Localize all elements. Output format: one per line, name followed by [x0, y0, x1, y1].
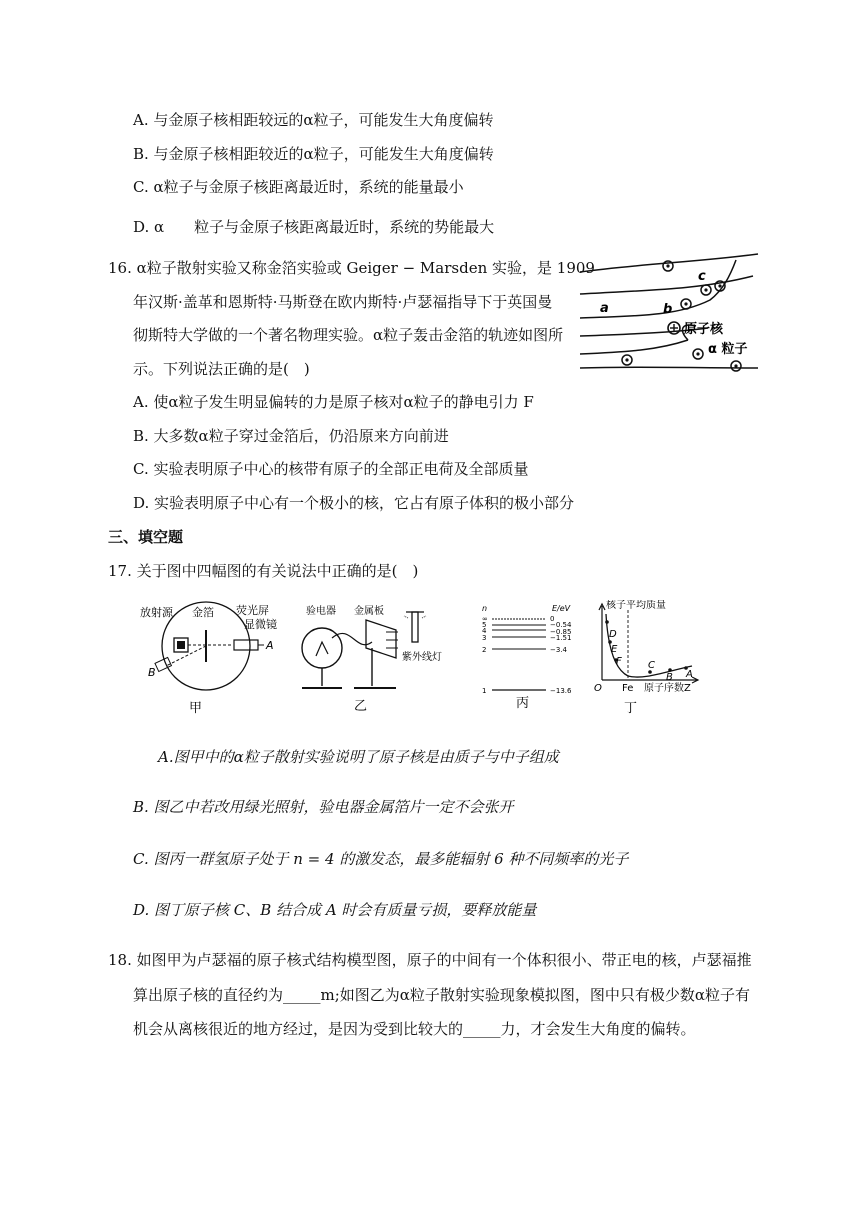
yi-plate-label: 金属板: [354, 606, 384, 617]
alpha-scattering-figure: [578, 250, 768, 385]
q16-option-a: A. 使α粒子发生明显偏转的力是原子核对α粒子的静电引力 F: [133, 393, 534, 411]
jia-point-a: A: [266, 639, 274, 652]
q16-stem-line-3: 彻斯特大学做的一个著名物理实验。α粒子轰击金箔的轨迹如图所: [133, 326, 564, 344]
bing-level-e: −3.4: [550, 646, 567, 654]
traj-label-b: b: [663, 302, 673, 317]
q17-option-c: C. 图丙一群氢原子处于 n = 4 的激发态，最多能辐射 6 种不同频率的光子: [133, 850, 629, 868]
bing-level-n: 3: [482, 634, 487, 642]
nucleus-label: 原子核: [684, 322, 724, 337]
jia-source-label: 放射源: [140, 606, 173, 619]
jia-scope-label: 显微镜: [244, 618, 277, 631]
q15-option-d: D. α 粒子与金原子核距离最近时，系统的势能最大: [133, 218, 495, 236]
ding-xlabel: 原子序数Z: [644, 683, 691, 694]
bing-n-header: n: [482, 604, 488, 613]
q16-stem-line-4: 示。下列说法正确的是( ): [133, 360, 310, 378]
q18-line-2: 算出原子核的直径约为_____m;如图乙为α粒子散射实验现象模拟图，图中只有极少数α粒子有: [133, 986, 751, 1004]
bing-level-e: −0.54: [550, 621, 572, 629]
q16-option-d: D. 实验表明原子中心有一个极小的核，它占有原子体积的极小部分: [133, 494, 575, 512]
ding-point-label: D: [609, 629, 617, 640]
jia-point-b: B: [148, 666, 156, 679]
bing-e-header: E/eV: [552, 604, 571, 613]
jia-caption: 甲: [189, 701, 203, 716]
bing-level-e: 0: [550, 615, 555, 623]
q18-line-1: 18. 如图甲为卢瑟福的原子核式结构模型图，原子的中间有一个体积很小、带正电的核，卢瑟福推: [108, 951, 752, 969]
q17-option-b: B. 图乙中若改用绿光照射，验电器金属箔片一定不会张开: [133, 798, 514, 816]
ding-point-label: B: [666, 672, 673, 683]
figure-jia: [140, 600, 280, 718]
bing-level-n: ∞: [482, 615, 488, 623]
yi-lamp-label: 紫外线灯: [402, 652, 442, 663]
ding-point-label: A: [686, 669, 693, 680]
ding-fe-label: Fe: [622, 683, 634, 694]
traj-label-c: c: [698, 269, 706, 284]
q17-option-d: D. 图丁原子核 C、B 结合成 A 时会有质量亏损，要释放能量: [133, 901, 537, 919]
jia-screen-label: 荧光屏: [236, 604, 269, 617]
q16-stem-line-2: 年汉斯·盖革和恩斯特·马斯登在欧内斯特·卢瑟福指导下于英国曼: [133, 293, 553, 311]
alpha-label: α 粒子: [708, 342, 748, 357]
q17-stem: 17. 关于图中四幅图的有关说法中正确的是( ): [108, 562, 419, 580]
yi-electroscope-label: 验电器: [306, 606, 336, 617]
ding-caption: 丁: [624, 701, 638, 716]
q15-option-c: C. α粒子与金原子核距离最近时，系统的能量最小: [133, 178, 464, 196]
jia-foil-label: 金箔: [192, 606, 214, 619]
yi-caption: 乙: [354, 699, 368, 714]
ding-point-label: C: [648, 660, 655, 671]
ding-point-label: E: [611, 644, 618, 655]
q16-option-b: B. 大多数α粒子穿过金箔后，仍沿原来方向前进: [133, 427, 449, 445]
bing-level-e: −0.85: [550, 628, 572, 636]
q16-stem-line-1: 16. α粒子散射实验又称金箔实验或 Geiger − Marsden 实验，是 1909: [108, 259, 595, 277]
q15-option-b: B. 与金原子核相距较近的α粒子，可能发生大角度偏转: [133, 145, 494, 163]
q18-line-3: 机会从离核很近的地方经过，是因为受到比较大的_____力，才会发生大角度的偏转。: [133, 1020, 696, 1038]
bing-level-n: 5: [482, 621, 487, 629]
ding-ylabel: 核子平均质量: [606, 600, 666, 611]
ding-origin: O: [594, 683, 602, 694]
ding-point-label: F: [616, 656, 622, 667]
q15-option-a: A. 与金原子核相距较远的α粒子，可能发生大角度偏转: [133, 111, 494, 129]
bing-level-e: −1.51: [550, 634, 572, 642]
bing-level-e: −13.6: [550, 687, 572, 695]
bing-level-n: 1: [482, 687, 487, 695]
figure-bing: [478, 603, 590, 713]
q16-option-c: C. 实验表明原子中心的核带有原子的全部正电荷及全部质量: [133, 460, 529, 478]
bing-caption: 丙: [516, 696, 530, 711]
bing-level-n: 2: [482, 646, 487, 654]
bing-level-n: 4: [482, 627, 487, 635]
figure-yi: [296, 602, 446, 720]
section-3-title: 三、填空题: [108, 528, 184, 546]
traj-label-a: a: [600, 301, 609, 316]
figure-ding: [594, 600, 704, 718]
q17-option-a: A.图甲中的α粒子散射实验说明了原子核是由质子与中子组成: [158, 748, 559, 766]
